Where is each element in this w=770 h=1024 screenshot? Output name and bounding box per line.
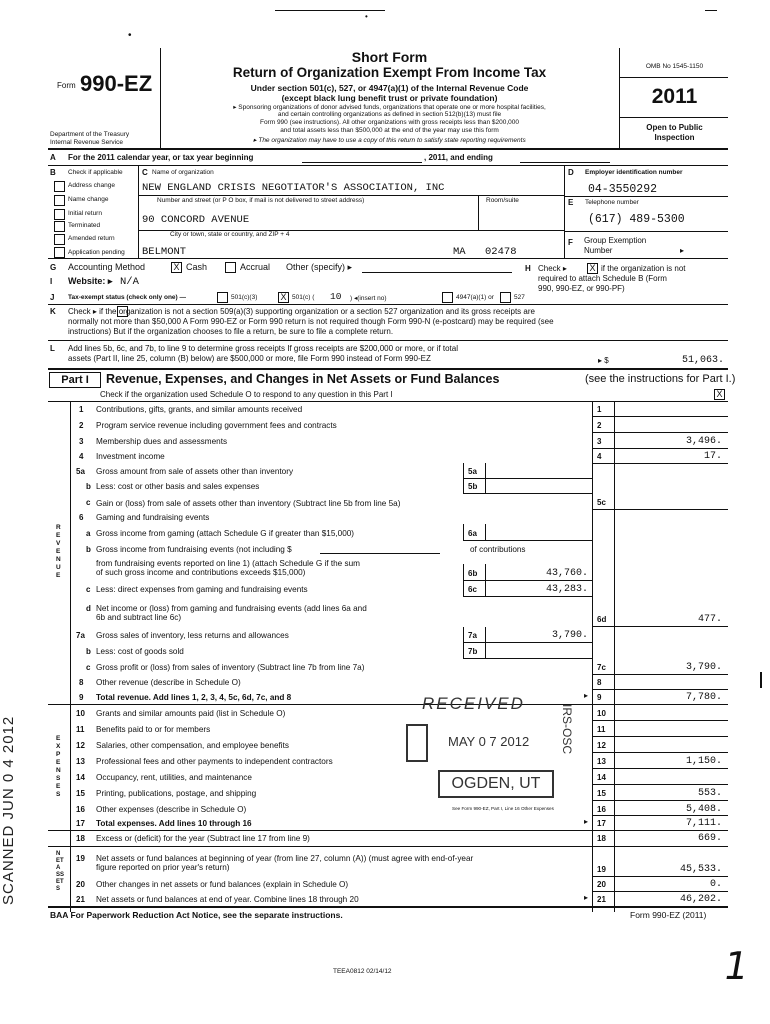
line5c-text: Gain or (loss) from sale of assets other than inventory (Subtract line 5b from line 5a): [96, 499, 401, 508]
501c-number-field[interactable]: 10: [330, 291, 342, 302]
line2-num: 2: [79, 421, 84, 430]
line5b-ref: 5b: [468, 482, 478, 491]
section-k-line2: normally not more than $50,000 A Form 990-EZ or Form 990 return is not required though Form 990-N (e-postcard) may be required (see: [68, 317, 554, 326]
section-e-label: E: [568, 198, 574, 207]
section-h-text2: required to attach Schedule B (Form: [538, 274, 667, 283]
city-field[interactable]: BELMONT: [142, 246, 187, 258]
line6a-text: Gross income from gaming (attach Schedule G if greater than $15,000): [96, 529, 355, 538]
ein-caption: Employer identification number: [585, 169, 683, 176]
section-l-label: L: [50, 344, 55, 353]
line3-amount[interactable]: 3,496.: [685, 436, 722, 447]
line9-ref: 9: [597, 693, 602, 702]
section-h-label: H: [525, 264, 531, 273]
revenue-side-label: REVENUE: [56, 524, 61, 579]
line16-note: See Form 990-EZ, Part I, Line 16 Other Expenses: [452, 806, 554, 811]
section-d-label: D: [568, 168, 574, 177]
line9-num: 9: [79, 693, 84, 702]
line6-text: Gaming and fundraising events: [96, 513, 210, 522]
application-pending-checkbox[interactable]: [54, 247, 65, 258]
line8-text: Other revenue (describe in Schedule O): [96, 678, 241, 687]
line17-text: Total expenses. Add lines 10 through 16: [96, 819, 252, 828]
line21-arrow: ▸: [584, 893, 589, 902]
open-public: Open to Public: [646, 123, 703, 132]
line12-num: 12: [76, 741, 85, 750]
line16-num: 16: [76, 805, 85, 814]
line10-num: 10: [76, 709, 85, 718]
dept-treasury: Department of the Treasury: [50, 131, 130, 138]
line21-ref: 21: [597, 895, 606, 904]
line15-ref: 15: [597, 789, 606, 798]
form-prefix: Form: [57, 81, 76, 90]
line15-amount[interactable]: 553.: [697, 788, 722, 799]
handwritten-page-number: 1: [720, 944, 753, 988]
line7b-text: Less: cost of goods sold: [96, 647, 184, 656]
initial-return-checkbox[interactable]: [54, 209, 65, 220]
line5a-num: 5a: [76, 467, 85, 476]
line6b-cont-text: from fundraising events reported on line 1) (attach Schedule G if the sum: [96, 559, 360, 568]
phone-caption: Telephone number: [585, 199, 639, 206]
section-b-head: Check if applicable: [68, 169, 123, 176]
line17-arrow: ▸: [584, 817, 589, 826]
application-pending-label: Application pending: [68, 249, 125, 256]
line14-num: 14: [76, 773, 85, 782]
line7c-text: Gross profit or (loss) from sales of inventory (Subtract line 7b from line 7a): [96, 663, 365, 672]
note-controlling: and certain controlling organizations as defined in section 512(b)(13) must file: [277, 111, 502, 118]
section-b-label: B: [50, 168, 56, 177]
initial-return-label: Initial return: [68, 210, 102, 217]
open-inspection: Inspection: [654, 133, 695, 142]
line2-ref: 2: [597, 421, 602, 430]
line14-ref: 14: [597, 773, 606, 782]
part1-title-note: (see the instructions for Part I.): [585, 373, 736, 385]
section-a-label: A: [50, 153, 56, 162]
cash-label: Cash: [186, 262, 208, 272]
section-c-label: C: [142, 168, 148, 177]
line6c-text: Less: direct expenses from gaming and fundraising events: [96, 585, 308, 594]
section-a-text: For the 2011 calendar year, or tax year beginning: [68, 153, 254, 162]
note-sponsoring: ▸ Sponsoring organizations of donor advised funds, organizations that operate one or more hospital facilities,: [233, 104, 546, 111]
tax-year-begin-field[interactable]: [302, 162, 422, 163]
4947-checkbox[interactable]: [442, 292, 453, 303]
line17-ref: 17: [597, 819, 606, 828]
schedule-b-checkbox[interactable]: X: [587, 263, 598, 274]
website-label: Website: ▸: [68, 276, 113, 286]
line15-text: Printing, publications, postage, and shipping: [96, 789, 257, 798]
gross-receipts-amount[interactable]: 51,063.: [681, 355, 724, 366]
section-l-line1: Add lines 5b, 6c, and 7b, to line 9 to determine gross receipts If gross receipts are $200,000 or more, or if total: [68, 344, 458, 353]
line5b-num: b: [86, 482, 91, 491]
irs-received-stamp: [392, 694, 578, 802]
527-label: 527: [514, 294, 525, 301]
city-caption: City or town, state or country, and ZIP + 4: [170, 231, 290, 238]
section-h-text3: 990, 990-EZ, or 990-PF): [538, 284, 625, 293]
line7c-ref: 7c: [597, 663, 606, 672]
accounting-method-label: Accounting Method: [68, 262, 146, 272]
line6b-cont-text2: of such gross income and contributions exceeds $15,000): [96, 568, 306, 577]
line13-amount[interactable]: 1,150.: [685, 756, 722, 767]
line9-amount[interactable]: 7,780.: [685, 692, 722, 703]
scan-mark: [760, 672, 762, 688]
section-h-check: Check ▸: [538, 264, 567, 273]
line21-amount[interactable]: 46,202.: [679, 894, 722, 905]
line21-text: Net assets or fund balances at end of year. Combine lines 18 through 20: [96, 895, 359, 904]
form-number: 990-EZ: [80, 71, 153, 96]
expenses-side-label: EXPENSES: [56, 735, 61, 798]
line6c-ref: 6c: [468, 585, 477, 594]
name-change-checkbox[interactable]: [54, 195, 65, 206]
line16-text: Other expenses (describe in Schedule O): [96, 805, 247, 814]
501c-label: 501(c) (: [292, 294, 315, 301]
line6b-text: Gross income from fundraising events (not including $: [96, 545, 292, 554]
terminated-checkbox[interactable]: [54, 221, 65, 232]
zip-field[interactable]: 02478: [485, 246, 517, 258]
line13-num: 13: [76, 757, 85, 766]
other-method-field[interactable]: [362, 272, 512, 273]
room-caption: Room/suite: [486, 197, 519, 204]
scan-mark: •: [365, 12, 368, 21]
name-change-label: Name change: [68, 196, 109, 203]
line19-amount[interactable]: 45,533.: [679, 864, 722, 875]
line11-text: Benefits paid to or for members: [96, 725, 211, 734]
form-ref-footer: Form 990-EZ (2011): [630, 910, 707, 920]
stamp-side: IRS-OSC: [560, 704, 574, 755]
line5a-text: Gross amount from sale of assets other than inventory: [96, 467, 294, 476]
note-total-assets: and total assets less than $500,000 at the end of the year may use this form: [280, 127, 499, 134]
dept-irs: Internal Revenue Service: [50, 139, 123, 146]
line7c-amount[interactable]: 3,790.: [685, 662, 722, 673]
line6a-num: a: [86, 529, 91, 538]
line1-text: Contributions, gifts, grants, and similar amounts received: [96, 405, 303, 414]
address-change-checkbox[interactable]: [54, 181, 65, 192]
line12-ref: 12: [597, 741, 606, 750]
line6c-num: c: [86, 585, 91, 594]
line10-ref: 10: [597, 709, 606, 718]
section-k-line3: instructions) But if the organization chooses to file a return, be sure to file a complete return.: [68, 327, 394, 336]
line14-text: Occupancy, rent, utilities, and maintenance: [96, 773, 252, 782]
group-number-arrow: ▸: [680, 246, 685, 255]
line4-amount[interactable]: 17.: [703, 451, 722, 462]
group-exemption-label: Group Exemption: [584, 236, 647, 245]
line6d-num: d: [86, 604, 91, 613]
ein-field[interactable]: 04-3550292: [588, 183, 658, 196]
amended-return-checkbox[interactable]: [54, 234, 65, 245]
line8-ref: 8: [597, 678, 602, 687]
section-g-label: G: [50, 263, 57, 272]
line17-amount[interactable]: 7,111.: [685, 818, 722, 829]
line2-text: Program service revenue including government fees and contracts: [96, 421, 337, 430]
line3-text: Membership dues and assessments: [96, 437, 228, 446]
title-short: Short Form: [351, 49, 428, 65]
line3-num: 3: [79, 437, 84, 446]
4947-label: 4947(a)(1) or: [456, 294, 494, 301]
title-main: Return of Organization Exempt From Income Tax: [232, 65, 547, 80]
line7c-num: c: [86, 663, 91, 672]
accrual-checkbox[interactable]: [225, 262, 236, 273]
line11-num: 11: [76, 725, 85, 734]
line1-num: 1: [79, 405, 84, 414]
org-name-caption: Name of organization: [152, 169, 214, 176]
line19-text2: figure reported on prior year's return): [96, 863, 230, 872]
line19-num: 19: [76, 854, 85, 863]
line18-amount[interactable]: 669.: [697, 833, 722, 844]
line20-ref: 20: [597, 880, 606, 889]
website-field[interactable]: N/A: [120, 276, 139, 288]
phone-field[interactable]: (617) 489-5300: [588, 213, 685, 226]
line6d-text: Net income or (loss) from gaming and fundraising events (add lines 6a and: [96, 604, 367, 613]
insert-no-label: ) ◂(insert no): [350, 295, 387, 302]
subtitle-except: (except black lung benefit trust or private foundation): [281, 93, 498, 103]
line19-ref: 19: [597, 865, 606, 874]
line18-num: 18: [76, 834, 85, 843]
section-k-label: K: [50, 307, 56, 316]
stamp-received: RECEIVED: [422, 694, 525, 713]
section-j-label: J: [50, 293, 55, 302]
scan-mark: •: [128, 30, 132, 41]
line9-arrow: ▸: [584, 691, 589, 700]
street-field[interactable]: 90 CONCORD AVENUE: [142, 214, 250, 226]
subtitle-code: Under section 501(c), 527, or 4947(a)(1) of the Internal Revenue Code: [250, 83, 529, 93]
line4-ref: 4: [597, 452, 602, 461]
line7a-text: Gross sales of inventory, less returns and allowances: [96, 631, 289, 640]
line4-text: Investment income: [96, 452, 165, 461]
baa-notice: BAA For Paperwork Reduction Act Notice, see the separate instructions.: [50, 910, 343, 920]
501c3-label: 501(c)(3): [231, 294, 258, 301]
501c-checkbox[interactable]: X: [278, 292, 289, 303]
stamp-corner-box: [406, 724, 428, 762]
line15-num: 15: [76, 789, 85, 798]
line16-ref: 16: [597, 805, 606, 814]
section-l-line2: assets (Part II, line 25, column (B) below) are $500,000 or more, file Form 990 instead of Form 990-EZ: [68, 354, 431, 363]
line6d-text2: 6b and subtract line 6c): [96, 613, 182, 622]
section-f-label: F: [568, 238, 573, 247]
section-a-mid: , 2011, and ending: [424, 153, 493, 162]
line7b-ref: 7b: [468, 647, 478, 656]
note-state: ▸ The organization may have to use a copy of this return to satisfy state reporting requirements: [253, 137, 526, 144]
line8-num: 8: [79, 678, 84, 687]
line21-num: 21: [76, 895, 85, 904]
line3-ref: 3: [597, 437, 602, 446]
section-k-checkbox[interactable]: [117, 306, 128, 317]
line18-ref: 18: [597, 834, 606, 843]
line17-num: 17: [76, 819, 85, 828]
stamp-date: MAY 0 7 2012: [448, 734, 530, 749]
section-h-text: if the organization is not: [601, 264, 686, 273]
line20-num: 20: [76, 880, 85, 889]
line6b-ref: 6b: [468, 569, 478, 578]
line7a-amount[interactable]: 3,790.: [551, 630, 588, 641]
line6b-amount[interactable]: 43,760.: [545, 568, 588, 579]
schedule-o-text: Check if the organization used Schedule O to respond to any question in this Part I: [100, 390, 393, 399]
line9-text: Total revenue. Add lines 1, 2, 3, 4, 5c, 6d, 7c, and 8: [96, 693, 292, 702]
line4-num: 4: [79, 452, 84, 461]
part1-title: Revenue, Expenses, and Changes in Net Assets or Fund Balances: [106, 372, 500, 386]
line5c-num: c: [86, 498, 91, 507]
501c3-checkbox[interactable]: [217, 292, 228, 303]
tax-exempt-label: Tax-exempt status (check only one) —: [68, 294, 186, 301]
part1-label: Part I: [49, 372, 101, 388]
line19-text: Net assets or fund balances at beginning of year (from line 27, column (A)) (must agree with end-of-year: [96, 854, 474, 863]
line6b-num: b: [86, 545, 91, 554]
state-field[interactable]: MA: [453, 246, 466, 258]
line13-ref: 13: [597, 757, 606, 766]
amended-return-label: Amended return: [68, 235, 115, 242]
section-i-label: I: [50, 277, 53, 286]
line6d-ref: 6d: [597, 615, 607, 624]
line7b-num: b: [86, 647, 91, 656]
527-checkbox[interactable]: [500, 292, 511, 303]
terminated-label: Terminated: [68, 222, 101, 229]
address-change-label: Address change: [68, 182, 115, 189]
group-number-label: Number: [584, 246, 613, 255]
section-l-arrow: ▸ $: [598, 356, 609, 365]
line12-text: Salaries, other compensation, and employee benefits: [96, 741, 289, 750]
line5b-text: Less: cost or other basis and sales expenses: [96, 482, 260, 491]
street-caption: Number and street (or P O box, if mail is not delivered to street address): [157, 197, 365, 204]
note-form990: Form 990 (see instructions). All other organizations with gross receipts less than $200,000: [259, 119, 520, 126]
line6-num: 6: [79, 513, 84, 522]
line7a-num: 7a: [76, 631, 85, 640]
line10-text: Grants and similar amounts paid (list in Schedule O): [96, 709, 286, 718]
line7a-ref: 7a: [468, 631, 477, 640]
tax-year-end-field[interactable]: [520, 162, 610, 163]
net-assets-side-label: NETASSETS: [56, 851, 65, 892]
line16-amount[interactable]: 5,408.: [685, 804, 722, 815]
line20-amount[interactable]: 0.: [709, 879, 722, 890]
line5a-ref: 5a: [468, 467, 477, 476]
omb-number: OMB No 1545-1150: [645, 63, 704, 70]
scan-mark-line: [275, 10, 385, 11]
other-method-label: Other (specify) ▸: [286, 262, 353, 272]
org-name-field[interactable]: NEW ENGLAND CRISIS NEGOTIATOR'S ASSOCIATION, INC: [142, 182, 445, 194]
line5c-ref: 5c: [597, 498, 606, 507]
line1-ref: 1: [597, 405, 602, 414]
line13-text: Professional fees and other payments to independent contractors: [96, 757, 333, 766]
line11-ref: 11: [597, 725, 606, 734]
line6a-ref: 6a: [468, 529, 477, 538]
scan-mark-line: [705, 10, 717, 11]
scanned-stamp: SCANNED JUN 0 4 2012: [0, 715, 17, 905]
accrual-label: Accrual: [240, 262, 271, 272]
stamp-city: OGDEN, UT: [438, 770, 554, 798]
line6c-amount[interactable]: 43,283.: [545, 584, 588, 595]
cash-checkbox[interactable]: X: [171, 262, 182, 273]
line18-text: Excess or (deficit) for the year (Subtract line 17 from line 9): [96, 834, 310, 843]
line6b-contrib-field[interactable]: [320, 553, 440, 554]
line6d-amount[interactable]: 477.: [697, 614, 722, 625]
line20-text: Other changes in net assets or fund balances (explain in Schedule O): [96, 880, 349, 889]
line6b-text2: of contributions: [470, 545, 526, 554]
section-k-line1: Check ▸ if the organization is not a section 509(a)(3) supporting organization or a section 527 organization and its gross receipts are: [68, 307, 535, 316]
tax-year: 2011: [651, 85, 698, 108]
schedule-o-checkbox[interactable]: X: [714, 389, 725, 400]
form-code: TEEA0812 02/14/12: [333, 968, 392, 975]
